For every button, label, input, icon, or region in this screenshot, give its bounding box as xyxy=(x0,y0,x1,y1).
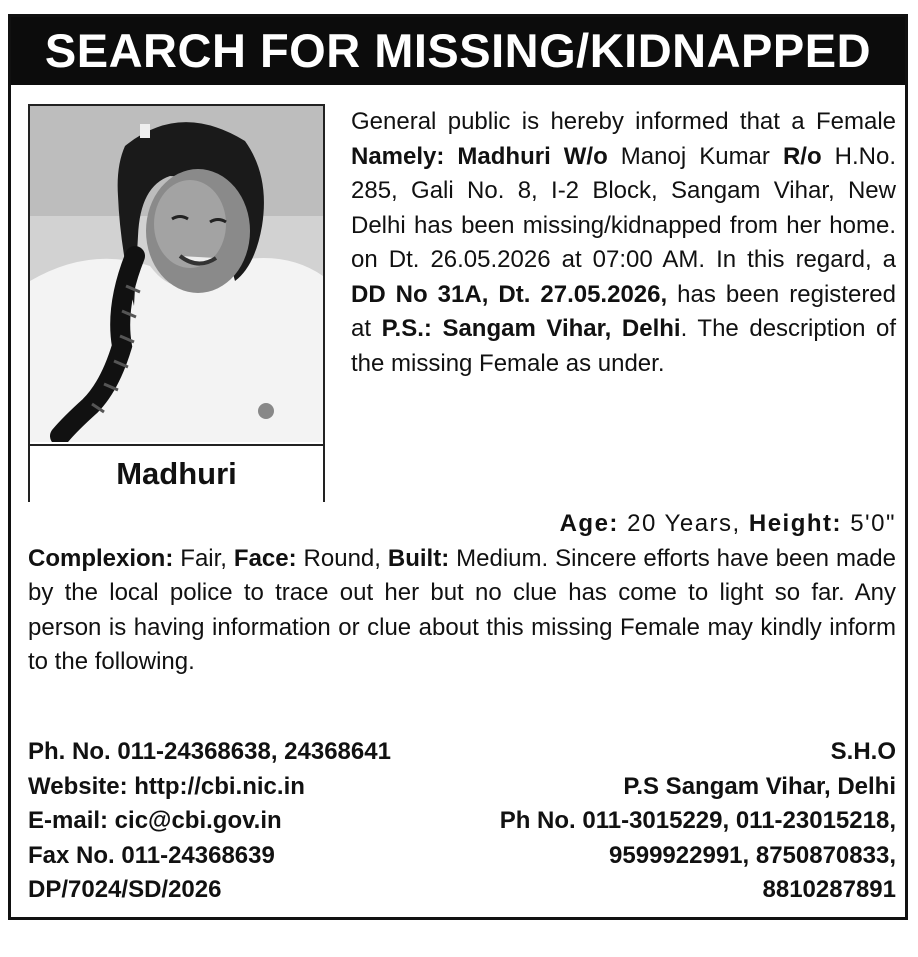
address-text: H.No. 285, Gali No. 8, I-2 Block, Sangam Vihar, New Delhi has been missing/kidnapped from her home. on Dt. 26.05.2026 at 07:00 AM. In this regard, a xyxy=(351,142,896,273)
contact-right-column xyxy=(500,735,896,908)
age-label: Age: xyxy=(559,510,619,537)
complexion-value: Fair, xyxy=(173,544,234,572)
sho-phone-3: 8810287891 xyxy=(762,876,896,903)
dd-reference: DD No 31A, Dt. 27.05.2026, xyxy=(351,280,668,308)
sho-title: S.H.O xyxy=(830,738,896,765)
face-label: Face: xyxy=(233,544,297,572)
photo-caption: Madhuri xyxy=(30,444,323,502)
sho-phone-2: 9599922991, 8750870833, xyxy=(609,841,896,869)
face-value: Round, xyxy=(296,544,388,572)
person-description xyxy=(28,507,896,680)
ro-label: R/o xyxy=(782,142,822,170)
missing-person-photo xyxy=(30,106,323,442)
reference-code: DP/7024/SD/2026 xyxy=(28,876,222,903)
height-value: 5'0" xyxy=(842,510,896,537)
name-label: Namely: Madhuri W/o xyxy=(351,142,608,170)
built-value: Medium. Sincere efforts have been made by the local police to trace out her but no clue has come to light so far. Any person is having information or clue about this missing Female may kindly inform to the following. xyxy=(28,544,896,675)
intro-text: General public is hereby informed that a Female xyxy=(351,108,896,135)
sho-station: P.S Sangam Vihar, Delhi xyxy=(623,772,896,800)
photo-frame xyxy=(28,104,325,502)
registered-text: has been registered at xyxy=(351,280,897,342)
website: Website: http://cbi.nic.in xyxy=(28,772,305,800)
age-value: 20 Years, xyxy=(618,510,749,537)
built-label: Built: xyxy=(387,544,450,572)
missing-person-notice xyxy=(8,14,908,920)
contact-left-column xyxy=(28,735,391,908)
phone-numbers: Ph. No. 011-24368638, 24368641 xyxy=(28,738,391,765)
outro-text: . The description of the missing Female as under. xyxy=(351,315,897,377)
intro-text-2: Manoj Kumar xyxy=(607,142,783,170)
email: E-mail: cic@cbi.gov.in xyxy=(28,807,282,834)
sho-phone-1: Ph No. 011-3015229, 011-23015218, xyxy=(499,807,896,834)
police-station: P.S.: Sangam Vihar, Delhi xyxy=(381,315,681,342)
notice-headline: SEARCH FOR MISSING/KIDNAPPED xyxy=(11,17,905,85)
notice-body xyxy=(351,105,896,381)
complexion-label: Complexion: xyxy=(28,544,174,572)
fax-number: Fax No. 011-24368639 xyxy=(28,841,275,869)
height-label: Height: xyxy=(748,510,843,537)
